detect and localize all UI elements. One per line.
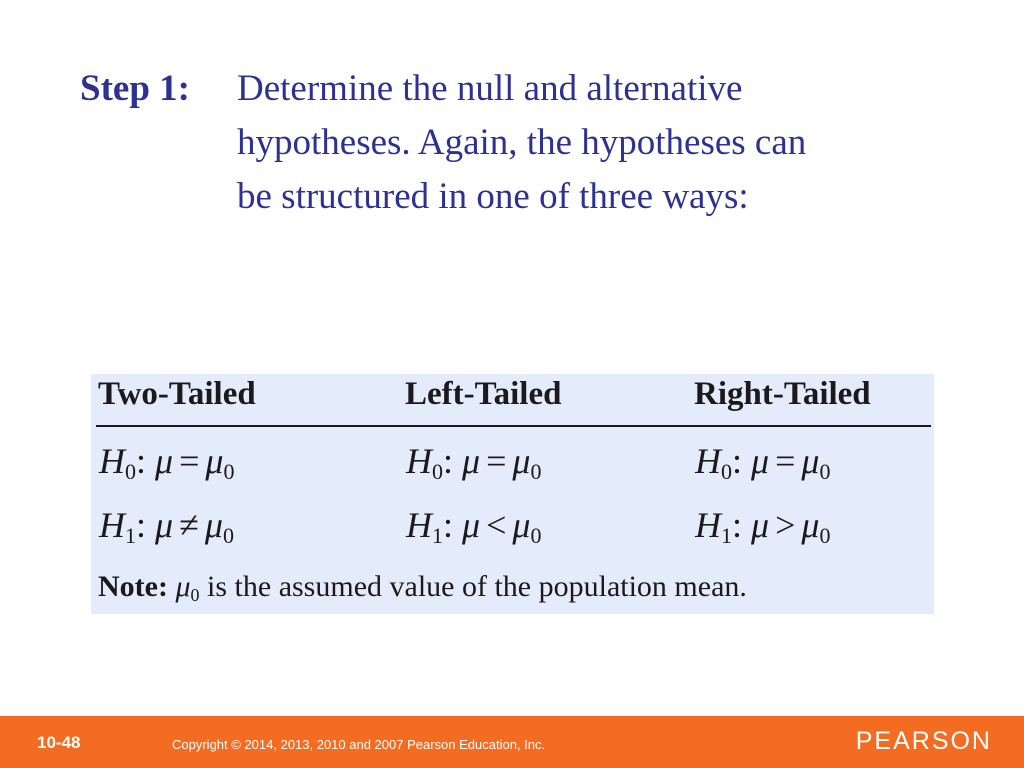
right-tailed-null-hypothesis: $H_0$: $\mu = \mu_0$ xyxy=(695,441,831,484)
slide-footer xyxy=(0,716,1024,768)
mu-zero-symbol: μ xyxy=(175,570,191,603)
step-label: Step 1: xyxy=(80,68,190,109)
step-text xyxy=(237,62,980,224)
two-tailed-null-hypothesis: $H_0$: $\mu = \mu_0$ xyxy=(99,441,235,484)
step-instruction xyxy=(80,62,980,224)
copyright-notice: Copyright © 2014, 2013, 2010 and 2007 Pearson Education, Inc. xyxy=(172,737,546,752)
note-text: is the assumed value of the population mean. xyxy=(199,570,747,603)
column-header-two-tailed: Two-Tailed xyxy=(98,376,256,412)
two-tailed-alternative-hypothesis: $H_1$: $\mu \ne \mu_0$ xyxy=(99,505,234,548)
note-label: Note: xyxy=(98,570,168,603)
table-note: Note: $\mu_0$ is the assumed value of the population mean. xyxy=(98,570,747,605)
left-tailed-null-hypothesis: $H_0$: $\mu = \mu_0$ xyxy=(406,441,542,484)
header-rule xyxy=(96,425,931,427)
step-text-line: Determine the null and alternative xyxy=(237,68,743,109)
pearson-logo: PEARSON xyxy=(855,727,992,755)
left-tailed-alternative-hypothesis: $H_1$: $\mu < \mu_0$ xyxy=(406,505,542,548)
right-tailed-alternative-hypothesis: $H_1$: $\mu > \mu_0$ xyxy=(695,505,831,548)
step-text-line: be structured in one of three ways: xyxy=(237,176,749,217)
hypotheses-table xyxy=(91,374,934,614)
column-header-right-tailed: Right-Tailed xyxy=(694,376,871,412)
step-text-line: hypotheses. Again, the hypotheses can xyxy=(237,122,807,163)
column-header-left-tailed: Left-Tailed xyxy=(405,376,562,412)
slide-number: 10-48 xyxy=(37,733,81,752)
